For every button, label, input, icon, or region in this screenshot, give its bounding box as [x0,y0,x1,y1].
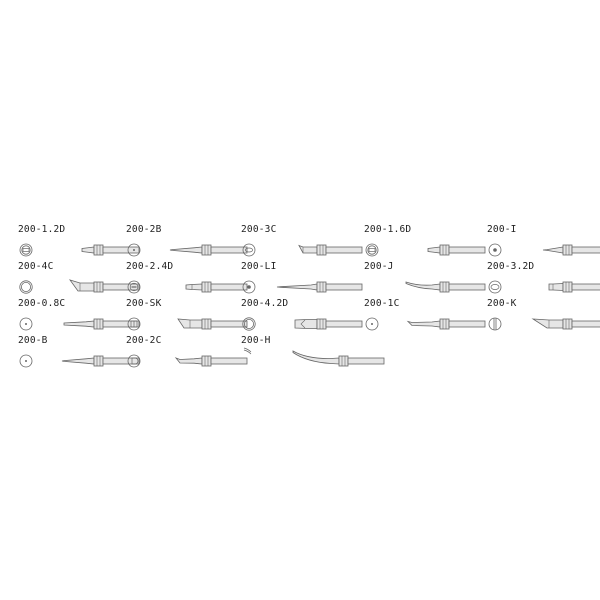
tip-code-label: 200-3C [241,224,277,235]
tip-200-b [18,335,138,371]
tip-drawing [18,344,128,372]
tip-end-view-icon [489,318,501,330]
tip-code-label: 200-4C [18,261,54,272]
tip-code-label: 200-2C [126,335,162,346]
tip-200-k [487,298,600,334]
tip-code-label: 200-1.6D [364,224,412,235]
tip-200-li [241,261,361,297]
tip-code-label: 200-SK [126,298,162,309]
tip-end-view-icon [489,281,501,293]
tip-side-view [299,245,362,255]
tip-end-view-icon [366,244,378,256]
tip-end-view-icon [244,348,251,354]
tip-side-view [406,282,485,292]
tip-side-view [408,319,485,329]
tip-end-view-icon [20,355,32,367]
tip-side-view [170,245,247,255]
tip-code-label: 200-K [487,298,517,309]
tip-200-4c [18,261,138,297]
tip-side-view [176,356,247,366]
tip-drawing [364,307,474,335]
tip-200-2-4d [126,261,246,297]
tip-drawing [241,344,371,372]
tip-drawing [18,233,128,261]
tip-drawing [18,307,128,335]
tip-end-view-icon [20,318,32,330]
tip-code-label: 200-1C [364,298,400,309]
tip-200-j [364,261,484,297]
tip-end-view-icon [128,355,140,367]
tip-code-label: 200-LI [241,261,277,272]
tip-drawing [487,233,597,261]
tip-drawing [364,233,474,261]
tip-end-view-icon [128,244,140,256]
tip-end-view-icon [243,318,255,330]
tip-200-sk [126,298,246,334]
tip-code-label: 200-I [487,224,517,235]
tip-side-view [428,245,485,255]
tip-code-label: 200-1.2D [18,224,66,235]
tip-drawing [126,270,236,298]
tip-end-view-icon [20,281,32,293]
tip-code-label: 200-3.2D [487,261,535,272]
tip-code-label: 200-J [364,261,394,272]
tip-drawing [126,307,236,335]
tip-drawing [241,270,351,298]
tip-200-h [241,335,371,371]
tip-drawing [241,307,351,335]
tip-end-view-icon [243,281,255,293]
tip-drawing [364,270,474,298]
tip-end-view-icon [128,318,140,330]
tip-200-2b [126,224,246,260]
tip-side-view [186,282,247,292]
tip-code-label: 200-4.2D [241,298,289,309]
tip-end-view-icon [243,244,255,256]
tip-side-view [549,282,600,292]
tip-200-3c [241,224,361,260]
tip-200-1-2d [18,224,138,260]
tip-code-label: 200-2.4D [126,261,174,272]
tip-end-view-icon [366,318,378,330]
tip-200-0-8c [18,298,138,334]
tip-200-2c [126,335,246,371]
tip-drawing [487,270,597,298]
tip-code-label: 200-2B [126,224,162,235]
tip-drawing [241,233,351,261]
tip-code-label: 200-H [241,335,271,346]
tip-end-view-icon [489,244,501,256]
tip-side-view [277,282,362,292]
tip-side-view [295,319,362,329]
tip-code-label: 200-B [18,335,48,346]
tip-end-view-icon [20,244,32,256]
tip-200-1c [364,298,484,334]
tip-side-view [533,319,600,329]
tip-200-1-6d [364,224,484,260]
tip-drawing [126,344,236,372]
tip-200-4-2d [241,298,361,334]
tip-side-view [178,319,247,329]
tip-drawing [18,270,128,298]
tip-200-3-2d [487,261,600,297]
tip-end-view-icon [128,281,140,293]
tip-drawing [487,307,597,335]
tip-side-view [543,245,600,255]
tip-side-view [293,351,384,366]
tip-200-i [487,224,600,260]
tip-code-label: 200-0.8C [18,298,66,309]
tip-drawing [126,233,236,261]
